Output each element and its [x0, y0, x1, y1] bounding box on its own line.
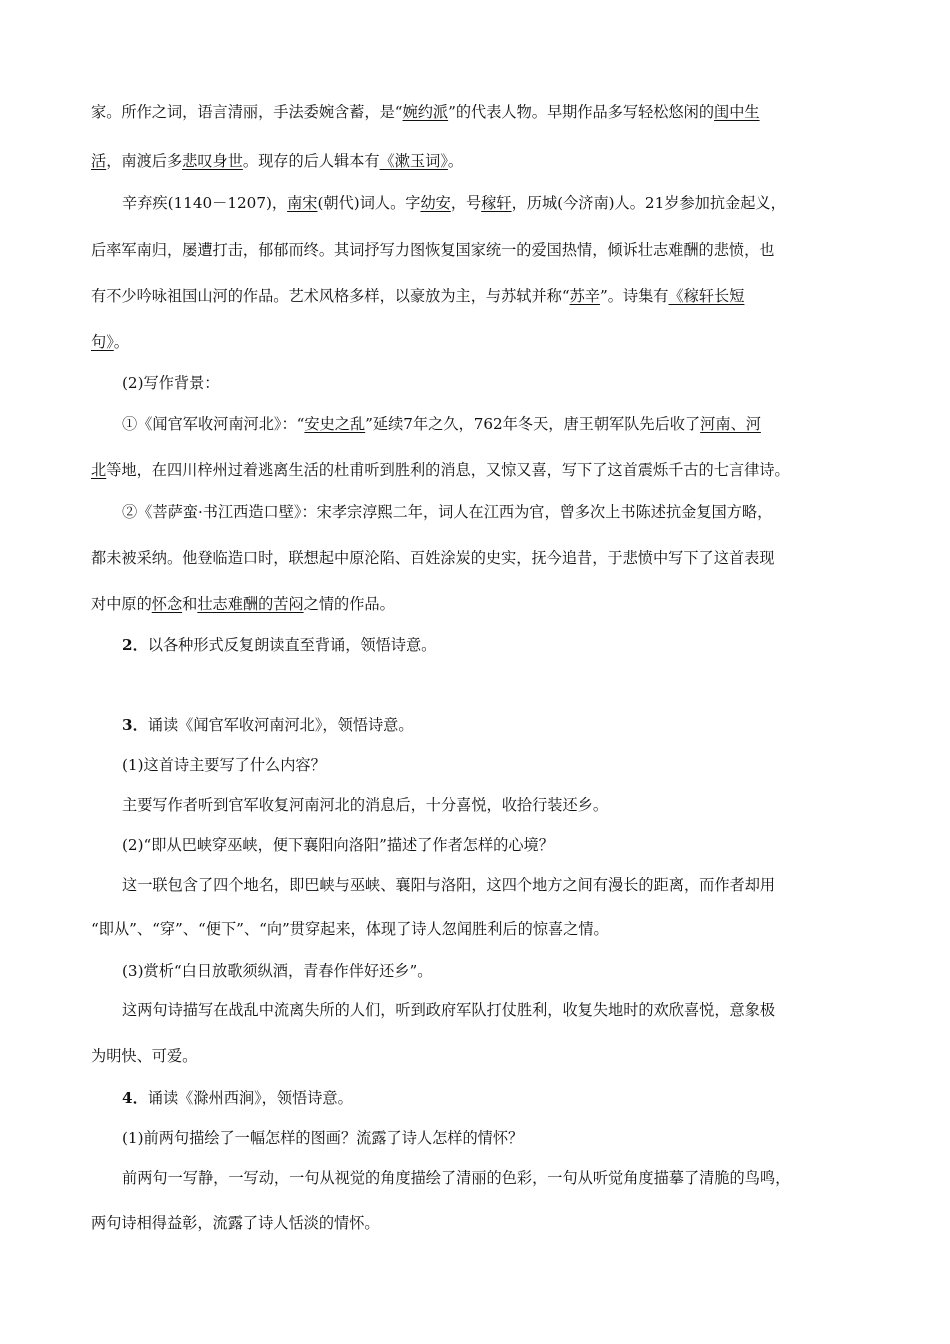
text: “即从”、“穿”、“便下”、“向”贯穿起来，体现了诗人忽闻胜利后的惊喜之情。 [91, 920, 609, 938]
underlined-answer: 河南、河 [700, 415, 761, 433]
underlined-answer: 悲叹身世 [182, 152, 243, 170]
answer-line [91, 918, 609, 940]
text: ，南渡后多 [106, 152, 183, 170]
paragraph-line [91, 239, 774, 261]
underlined-answer: 苏辛 [569, 287, 600, 305]
paragraph-line [91, 331, 129, 353]
underlined-answer: 幼安 [420, 194, 451, 212]
text: 辛弃疾(1140－1207)， [122, 194, 288, 212]
text: (1)这首诗主要写了什么内容？ [122, 756, 326, 774]
text: 等地，在四川梓州过着逃离生活的杜甫听到胜利的消息，又惊又喜，写下了这首震烁千古的七言律诗。 [106, 461, 790, 479]
text: (1)前两句描绘了一幅怎样的图画？流露了诗人怎样的情怀？ [122, 1129, 524, 1147]
text: 。现存的后人辑本有 [242, 152, 380, 170]
text: (2)写作背景： [122, 374, 220, 392]
underlined-answer: 《漱玉词》 [379, 152, 448, 170]
text: 对中原的 [91, 595, 152, 613]
text: 两句诗相得益彰，流露了诗人恬淡的情怀。 [91, 1214, 380, 1232]
sub-question [122, 834, 554, 856]
underlined-answer: 婉约派 [402, 103, 449, 121]
text: (2)“即从巴峡穿巫峡，便下襄阳向洛阳”描述了作者怎样的心境？ [122, 836, 554, 854]
underlined-answer: 北 [91, 461, 107, 479]
question-item [122, 1087, 353, 1109]
underlined-answer: 南宋 [287, 194, 318, 212]
question-item [122, 714, 414, 736]
section-heading [122, 372, 219, 394]
paragraph-line [122, 501, 772, 523]
text: ”延续7年之久，762年冬天，唐王朝军队先后收了 [365, 415, 701, 433]
text: 都未被采纳。他登临造口时，联想起中原沦陷、百姓涂炭的史实，抚今追昔，于悲愤中写下了这首表现 [91, 549, 775, 567]
underlined-answer: 壮志难酬的苦闷 [197, 595, 304, 613]
question-number: 4． [122, 1089, 148, 1107]
question-number: 3． [122, 716, 148, 734]
text: 后率军南归，屡遭打击，郁郁而终。其词抒写力图恢复国家统一的爱国热情，倾诉壮志难酬的悲愤，也 [91, 241, 775, 259]
paragraph-line [122, 192, 786, 214]
text: (朝代)词人。字 [317, 194, 421, 212]
paragraph-line [91, 150, 463, 172]
answer-line [122, 999, 775, 1021]
paragraph-line [91, 285, 744, 307]
text: ，号 [450, 194, 482, 212]
paragraph-line [91, 547, 774, 569]
answer-line [122, 874, 775, 896]
text: 。 [113, 333, 129, 351]
text: 和 [182, 595, 198, 613]
answer-line [122, 794, 608, 816]
text: ①《闻官军收河南河北》：“ [122, 415, 305, 433]
underlined-answer: 活 [91, 152, 107, 170]
text: 为明快、可爱。 [91, 1047, 198, 1065]
underlined-answer: 句》 [91, 333, 114, 351]
text: 家。所作之词，语言清丽，手法委婉含蓄，是“ [91, 103, 403, 121]
text: (3)赏析“白日放歌须纵酒，青春作伴好还乡”。 [122, 962, 433, 980]
question-text: 诵读《滁州西涧》，领悟诗意。 [147, 1089, 353, 1107]
answer-line [91, 1212, 380, 1234]
text: ”。诗集有 [599, 287, 669, 305]
text: 这一联包含了四个地名，即巴峡与巫峡、襄阳与洛阳，这四个地方之间有漫长的距离，而作者却用 [122, 876, 776, 894]
text: 之情的作品。 [303, 595, 395, 613]
question-text: 以各种形式反复朗读直至背诵，领悟诗意。 [147, 636, 437, 654]
text: ②《菩萨蛮·书江西造口壁》：宋孝宗淳熙二年，词人在江西为官，曾多次上书陈述抗金复国方略， [122, 503, 773, 521]
sub-question [122, 960, 432, 982]
paragraph-line [91, 101, 760, 123]
paragraph-line [91, 593, 395, 615]
answer-line [91, 1045, 197, 1067]
sub-question [122, 1127, 523, 1149]
text: 有不少吟咏祖国山河的作品。艺术风格多样，以豪放为主，与苏轼并称“ [91, 287, 570, 305]
text: 。 [447, 152, 464, 170]
question-text: 诵读《闻官军收河南河北》，领悟诗意。 [147, 716, 414, 734]
underlined-answer: 闺中生 [714, 103, 760, 121]
answer-line [122, 1167, 790, 1189]
paragraph-line [122, 413, 761, 435]
sub-question [122, 754, 326, 776]
text: ”的代表人物。早期作品多写轻松悠闲的 [448, 103, 715, 121]
question-item [122, 634, 436, 656]
paragraph-line [91, 459, 790, 481]
underlined-answer: 安史之乱 [304, 415, 366, 433]
underlined-answer: 怀念 [151, 595, 183, 613]
text: 这两句诗描写在战乱中流离失所的人们，听到政府军队打仗胜利，收复失地时的欢欣喜悦，意象极 [122, 1001, 776, 1019]
text: 主要写作者听到官军收复河南河北的消息后，十分喜悦，收拾行装还乡。 [122, 796, 608, 814]
text: 前两句一写静，一写动，一句从视觉的角度描绘了清丽的色彩，一句从听觉角度描摹了清脆的鸟鸣， [122, 1169, 791, 1187]
underlined-answer: 稼轩 [481, 194, 512, 212]
question-number: 2． [122, 636, 148, 654]
underlined-answer: 《稼轩长短 [668, 287, 745, 305]
text: ，历城(今济南)人。21岁参加抗金起义， [511, 194, 786, 212]
